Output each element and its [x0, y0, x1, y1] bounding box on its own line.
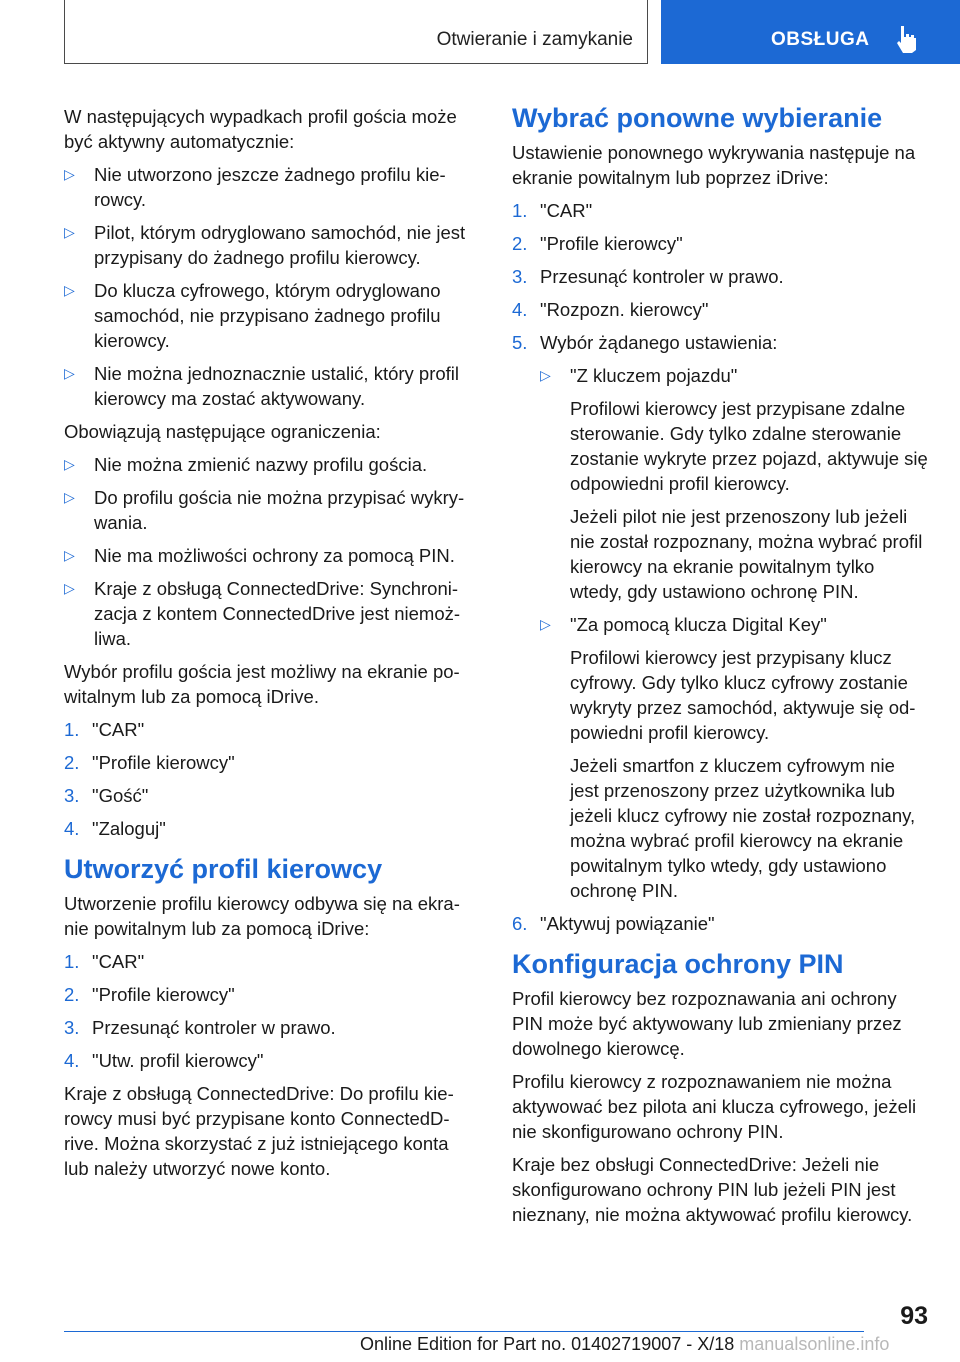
section-title: Otwieranie i zamykanie: [436, 29, 633, 50]
list-item: ▷ Nie można zmienić nazwy profilu gościa.: [64, 454, 428, 475]
triangle-bullet-icon: ▷: [64, 580, 75, 596]
list-item: ▷ Nie ma możliwości ochrony za pomocą PIN.: [64, 545, 455, 566]
edition-text: Online Edition for Part no. 01402719007 - X/18: [360, 1334, 735, 1354]
triangle-bullet-icon: ▷: [540, 367, 551, 383]
guest-intro: W następujących wypadkach profil gościa może być aktywny automatycznie:: [64, 106, 457, 152]
step-item: 1. "CAR": [64, 719, 145, 740]
pin-heading: Konfiguracja ochrony PIN: [512, 949, 844, 979]
step-item: 1. "CAR": [64, 951, 145, 972]
redial-heading: Wybrać ponowne wybieranie: [512, 103, 883, 133]
restrictions-intro: Obowiązują następujące ograniczenia:: [64, 421, 381, 442]
step-item: 2. "Profile kierowcy": [64, 752, 235, 773]
triangle-bullet-icon: ▷: [64, 489, 75, 505]
triangle-bullet-icon: ▷: [64, 547, 75, 563]
page-number: 93: [900, 1302, 928, 1330]
edition-line: [360, 1334, 960, 1355]
triangle-bullet-icon: ▷: [64, 282, 75, 298]
triangle-bullet-icon: ▷: [64, 166, 75, 182]
step-item: 3. Przesunąć kontroler w prawo.: [64, 1017, 336, 1038]
triangle-bullet-icon: ▷: [64, 456, 75, 472]
step-item: 3. "Gość": [64, 785, 149, 806]
header-section-box: [64, 0, 648, 64]
list-item: ▷ Nie można jednoznacznie ustalić, który profil kierowcy ma zostać aktywowany.: [64, 363, 460, 409]
step-item: 3. Przesunąć kontroler w prawo.: [512, 266, 784, 287]
pin-paragraph: Profilu kierowcy z rozpoznawaniem nie można aktywować bez pilota ani klucza cyfrowego, jeżeli nie skonfigurowano ochrony PIN.: [512, 1071, 917, 1142]
pin-paragraph: Kraje bez obsługi ConnectedDrive: Jeżeli nie skonfigurowano ochrony PIN lub jeżeli PIN jest nieznany, nie można aktywować profilu kierowcy.: [512, 1154, 913, 1225]
create-intro: Utworzenie profilu kierowcy odbywa się na ekranie powitalnym lub za pomocą iDrive:: [64, 893, 460, 939]
hand-pointer-icon: [894, 24, 920, 54]
triangle-bullet-icon: ▷: [540, 616, 551, 632]
list-item: ▷ Kraje z obsługą ConnectedDrive: Synchronizacja z kontem ConnectedDrive jest niemożliwa.: [64, 578, 461, 649]
step-item: 5. Wybór żądanego ustawienia:: [512, 332, 778, 353]
footer-divider: [64, 1331, 864, 1332]
list-item: ▷ Do klucza cyfrowego, którym odryglowano samochód, nie przypisano żadnego profilu kierowcy.: [64, 280, 441, 351]
pin-paragraph: Profil kierowcy bez rozpoznawania ani ochrony PIN może być aktywowany lub zmieniany przez dowolnego kierowcę.: [512, 988, 902, 1059]
left-column: [64, 104, 478, 1189]
guest-select-text: Wybór profilu gościa jest możliwy na ekranie powitalnym lub za pomocą iDrive.: [64, 661, 460, 707]
redial-intro: Ustawienie ponownego wykrywania następuje na ekranie powitalnym lub poprzez iDrive:: [512, 142, 916, 188]
list-item: ▷ Nie utworzono jeszcze żadnego profilu kierowcy.: [64, 164, 446, 210]
list-item: ▷ Do profilu gościa nie można przypisać wykrywania.: [64, 487, 465, 533]
list-item: ▷ Pilot, którym odryglowano samochód, nie jest przypisany do żadnego profilu kierowcy.: [64, 222, 466, 268]
header-chapter-tab: [661, 0, 960, 64]
chapter-title: OBSŁUGA: [771, 29, 870, 50]
right-column: [512, 102, 928, 1235]
watermark-text: manualsonline.info: [739, 1334, 890, 1354]
option-list: [512, 363, 928, 903]
create-profile-heading: Utworzyć profil kierowcy: [64, 854, 383, 884]
step-item: 2. "Profile kierowcy": [512, 233, 683, 254]
triangle-bullet-icon: ▷: [64, 365, 75, 381]
option-item: ▷ "Za pomocą klucza Digital Key" Profilowi kierowcy jest przypisany klucz cyfrowy. Gdy tylko klucz cyfrowy zostanie wykryty przez samochód, aktywuje się odpowiedni profil kierowcy. Jeżeli smartfon z kluczem cyfrowym nie jest przenoszony przez użytkownika lub jeżeli klucz cyfrowy nie został rozpoznany, można wybrać profil kierowcy na ekranie powitalnym tylko wtedy, gdy ustawiono ochronę PIN.: [540, 614, 916, 901]
step-item: 2. "Profile kierowcy": [64, 984, 235, 1005]
create-note: Kraje z obsługą ConnectedDrive: Do profilu kierowcy musi być przypisane konto ConnectedDrive. Można skorzystać z już istniejącego konta lub należy utworzyć nowe konto.: [64, 1083, 454, 1179]
step-item: 4. "Rozpozn. kierowcy": [512, 299, 709, 320]
option-item: ▷ "Z kluczem pojazdu" Profilowi kierowcy jest przypisane zdalne sterowanie. Gdy tylko zdalne sterowanie zostanie wykryte przez pojazd, aktywuje się odpowiedni profil kierowcy. Jeżeli pilot nie jest przenoszony lub jeżeli nie został rozpoznany, można wybrać profil kierowcy na ekranie powitalnym tylko wtedy, gdy ustawiono ochronę PIN.: [540, 365, 928, 602]
step-item: 6. "Aktywuj powiązanie": [512, 913, 715, 934]
triangle-bullet-icon: ▷: [64, 224, 75, 240]
step-item: 1. "CAR": [512, 200, 593, 221]
step-item: 4. "Zaloguj": [64, 818, 166, 839]
step-item: 4. "Utw. profil kierowcy": [64, 1050, 264, 1071]
